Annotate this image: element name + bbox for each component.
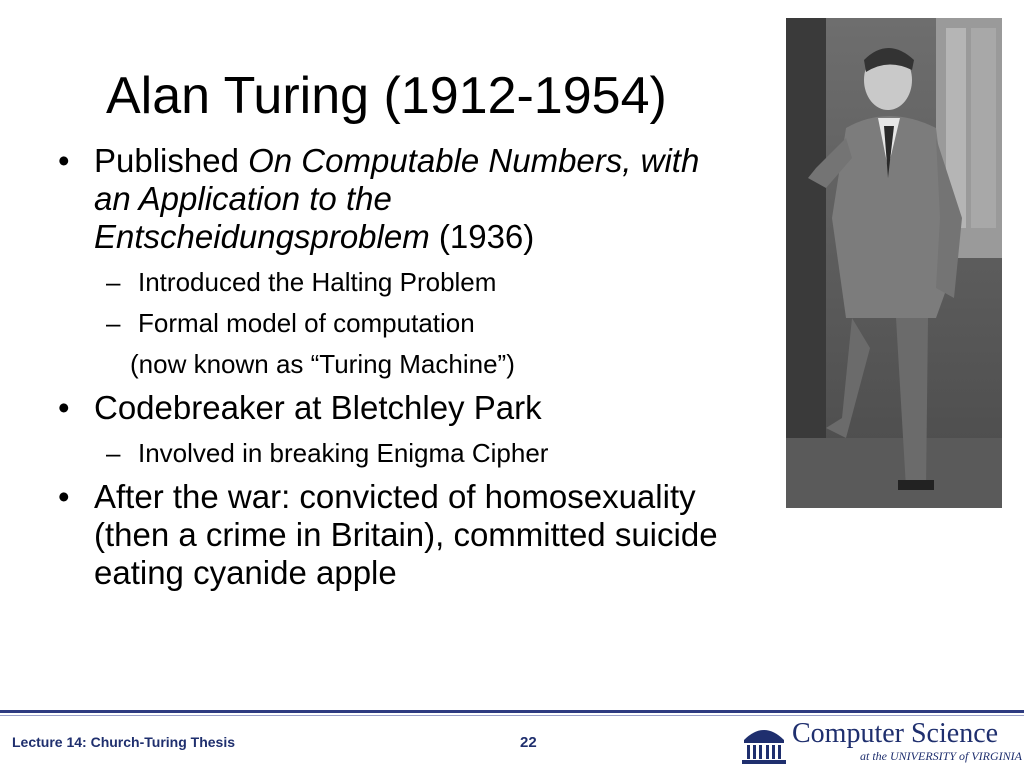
bullet-text: Published — [94, 142, 249, 179]
bullet-text: Codebreaker at Bletchley Park — [94, 389, 542, 426]
bullet-marker: • — [58, 478, 70, 515]
photo-of-alan-turing-icon — [786, 18, 1002, 508]
page-number: 22 — [520, 734, 537, 751]
bullet-marker: • — [58, 142, 70, 179]
slide-title: Alan Turing (1912-1954) — [106, 67, 667, 125]
bullet-item — [56, 389, 776, 427]
bullet-marker: • — [58, 389, 70, 426]
uva-cs-logo — [742, 718, 1022, 764]
sub-bullet-continuation: (now known as “Turing Machine”) — [130, 349, 515, 379]
rotunda-logo-icon — [742, 720, 786, 764]
sub-bullet-text: Introduced the Halting Problem — [138, 267, 497, 297]
portrait-photo — [786, 18, 1002, 508]
logo-title: Computer Science — [792, 718, 999, 749]
bullet-item — [56, 478, 774, 592]
bullet-list — [56, 142, 776, 598]
sub-bullet-item — [56, 262, 776, 303]
footer-divider — [0, 710, 1024, 713]
bullet-text: After the war: convicted of homosexuality (then a crime in Britain), committed suicide eating cyanide apple — [94, 478, 718, 591]
sub-bullet-text: Involved in breaking Enigma Cipher — [138, 438, 549, 468]
logo-subtitle: at the UNIVERSITY of VIRGINIA — [860, 749, 1022, 763]
sub-bullet-marker: – — [106, 308, 121, 338]
footer-lecture-title: Lecture 14: Church-Turing Thesis — [12, 734, 235, 750]
sub-bullet-item — [56, 303, 776, 344]
bullet-item — [56, 142, 734, 256]
sub-bullet-item — [56, 433, 776, 474]
bullet-year: (1936) — [429, 218, 535, 255]
sub-bullet-text: Formal model of computation — [138, 308, 475, 338]
paper-title: On Computable Numbers, with an Application to the Entscheidungsproblem — [94, 142, 700, 255]
sub-bullet-marker: – — [106, 267, 121, 297]
sub-bullet-marker: – — [106, 438, 121, 468]
footer-divider-thin — [0, 715, 1024, 716]
